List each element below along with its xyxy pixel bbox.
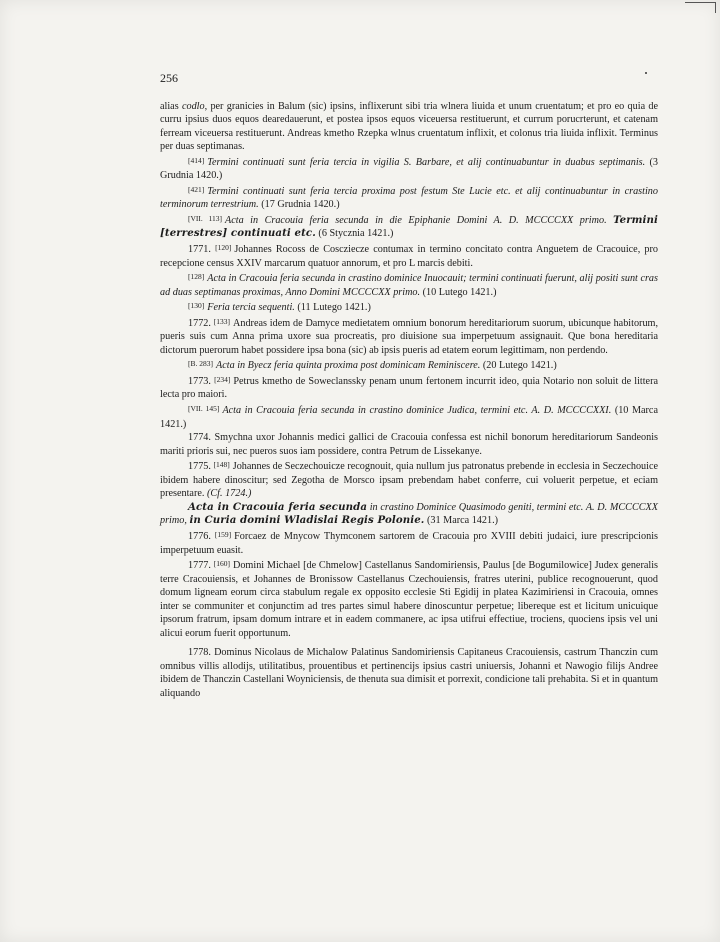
entry-1776 (160, 528, 658, 557)
acta-bold: Acta in Cracouia feria secunda (188, 500, 368, 513)
acta-text: in crastino Dominice Quasimodo geniti, termini etc. A. D. MCCCCXX primo, (160, 501, 658, 527)
page-number: 256 (160, 71, 178, 85)
acta-bold: Termini [terrestres] continuati etc. (160, 213, 658, 240)
entry-number: 1777. (188, 560, 211, 572)
text-italic: codlo (181, 100, 205, 112)
note-date: (20 Lutego 1421.) (480, 360, 557, 372)
ref-marker: [B. 283] (188, 359, 213, 369)
ref-marker: [130] (188, 301, 205, 311)
acta-date: (6 Stycznia 1421.) (315, 228, 394, 240)
entry-text: Andreas idem de Damyce medietatem omnium bonorum hereditariorum suorum, ubicunque habitorum, pueris suis cum Anna prima uxore sua procreatis, pro diuisione sua imperpetuum assignauit. Que bona hereditaria dictorum puerorum habet possidere ipsa bona (sic) ab ipsis pueris ad etatem eorum legittimam, non perdendo. (160, 317, 659, 356)
ref-marker: [120] (215, 243, 232, 253)
cross-reference: (Cf. 1724.) (206, 488, 252, 500)
text: alias (160, 100, 182, 112)
entry-1774 (160, 431, 658, 458)
note-text: Acta in Cracouia feria secunda in crastino dominice Inuocauit; termini continuati fuerunt, alij positi sunt cras ad duas septimanas proximas, Anno Domini MCCCCXX primo. (160, 273, 658, 298)
entry-number: 1771. (188, 244, 211, 256)
acta-bold: in Curia domini Wladislai Regis Polonie. (189, 514, 425, 527)
ref-marker: [VII. 113] (188, 213, 223, 223)
note-text: Acta in Byecz feria quinta proxima post dominicam Reminiscere. (216, 360, 481, 372)
entry-text: Dominus Nicolaus de Michalow Palatinus Sandomiriensis Capitaneus Cracouiensis, castrum Thanczin cum omnibus villis allodijs, utilitatibus, prouentibus et pertinencijs ipsius castri uniuersis, Johanni et Nawogio filijs Andree ibidem de Thanczin Castellani Woyniciensis, de thenuta sua dimisit et porrexit, condicione tali prehabita. Si et in quantum aliquando (160, 647, 659, 699)
entry-text: Domini Michael [de Chmelow] Castellanus Sandomiriensis, Paulus [de Bogumilowice] Judex generalis terre Cracouiensis, et Johannes de Bronissow Castellanus Czechouiensis, fratres uterini, publice recognouerunt, quod domum ligneam eorum circa stabulum regale ex opposito ecclesie Sti Egidij in platea Kazimiriensi in Cracouia, omnes inter se communiter et conjunctim ad tres partes simul habere dinoscuntur perpetue; libereque est et licitum unicuique ipsorum fratrum, ipsam domum intrare et in eadem commanere, ac ipsa utifrui effectiue, trociens, quociens ipsis vel uni alicui eorum fuerit opportunum. (160, 560, 658, 639)
entry-number: 1778. (188, 647, 211, 659)
entry-number: 1774. (188, 432, 211, 444)
entry-1775 (160, 458, 658, 501)
entry-text: Forcaez de Mnycow Thymconem sartorem de Cracouia pro XVIII debiti judaici, iure prescripcionis imperpetuum euasit. (160, 530, 658, 556)
entry-text: Johannes de Seczechouicze recognouit, quia nullum jus patronatus prebende in ecclesia in Seczechouice ibidem habere dinoscitur; sed Zegotha de Morsco ipsam prebendam habet conferre, cui voluerit perpetue, et eciam presentare. (160, 461, 658, 500)
note-date: (17 Grudnia 1420.) (258, 199, 340, 211)
corner-mark (685, 2, 716, 13)
entry-text: Johannes Rocoss de Coscziecze contumax in termino concitato contra Anguetem de Cracouice, pro recepcione census XXIV marcarum quatuor annorum, et pro L marcis debiti. (160, 244, 658, 269)
entry-number: 1772. (188, 317, 211, 329)
note-b283 (160, 357, 658, 373)
entry-1777 (160, 557, 658, 640)
note-date: (3 Grudnia 1420.) (160, 156, 658, 182)
note-421 (160, 183, 658, 212)
ref-marker: [160] (213, 559, 230, 569)
paragraph-continued (160, 100, 658, 154)
note-text: Termini continuati sunt feria tercia proxima post festum Ste Lucie etc. et alij continuabuntur in crastino terminorum terrestrium. (160, 185, 658, 211)
note-text: Termini continuati sunt feria tercia in vigilia S. Barbare, et alij continuabuntur in duabus septimanis. (207, 156, 646, 168)
entry-1773 (160, 373, 658, 402)
note-128 (160, 270, 658, 299)
acta-date: (31 Marca 1421.) (424, 515, 499, 527)
entry-text: Smychna uxor Johannis medici gallici de Cracouia confessa est nichil bonorum hereditariorum Sandeonis mariti prioris sui, nec pueros suos iam possidere, contra Petrum de Lissekanye. (160, 432, 658, 457)
note-text: Feria tercia sequenti. (207, 302, 295, 314)
heading-acta (160, 212, 658, 241)
ref-marker: [148] (213, 460, 230, 470)
ref-marker: [234] (214, 374, 231, 384)
note-414 (160, 154, 658, 183)
acta-text: Acta in Cracouia feria secunda in die Epiphanie Domini A. D. MCCCCXX primo. (225, 214, 607, 226)
note-vii145 (160, 402, 658, 431)
note-130 (160, 299, 658, 315)
entry-number: 1776. (188, 530, 211, 542)
document-page (160, 72, 658, 701)
entry-text: Petrus kmetho de Soweclanssky penam unum fertonem incurrit ideo, quia Notario non soluit de littera lecta pro maiori. (160, 375, 658, 401)
entry-1771 (160, 241, 658, 270)
text: , per granicies in Balum (sic) ipsins, inflixerunt sibi tria wlnera liuida et unum cruentatum; et pro eo quia de curru ipsius duos equos dearedauerunt, et postea ipsos equos viceuersa restituerunt, et currum porucrterunt, et catenam ferream viceuersa restituerunt. Andreas kmetho Rzepka wlnus cruentatum inflixit, et colonus tria liuida inflixit. Terminus per duas septimanas. (160, 100, 658, 153)
note-text: Acta in Cracouia feria secunda in crastino dominice Judica, termini etc. A. D. MCCCCXXI. (222, 405, 612, 417)
entry-number: 1775. (188, 461, 211, 473)
note-date: (10 Marca 1421.) (160, 405, 658, 430)
note-date: (11 Lutego 1421.) (294, 302, 371, 314)
entry-number: 1773. (188, 375, 211, 387)
ref-marker: [VII. 145] (188, 404, 220, 414)
ref-marker: [421] (188, 184, 205, 194)
entry-1778 (160, 646, 658, 700)
entry-1772 (160, 315, 658, 358)
heading-acta-curia (160, 501, 658, 528)
ref-marker: [133] (213, 316, 231, 326)
note-date: (10 Lutego 1421.) (420, 286, 497, 298)
ref-marker: [414] (188, 155, 205, 165)
ref-marker: [159] (214, 529, 232, 539)
ref-marker: [128] (188, 272, 205, 282)
